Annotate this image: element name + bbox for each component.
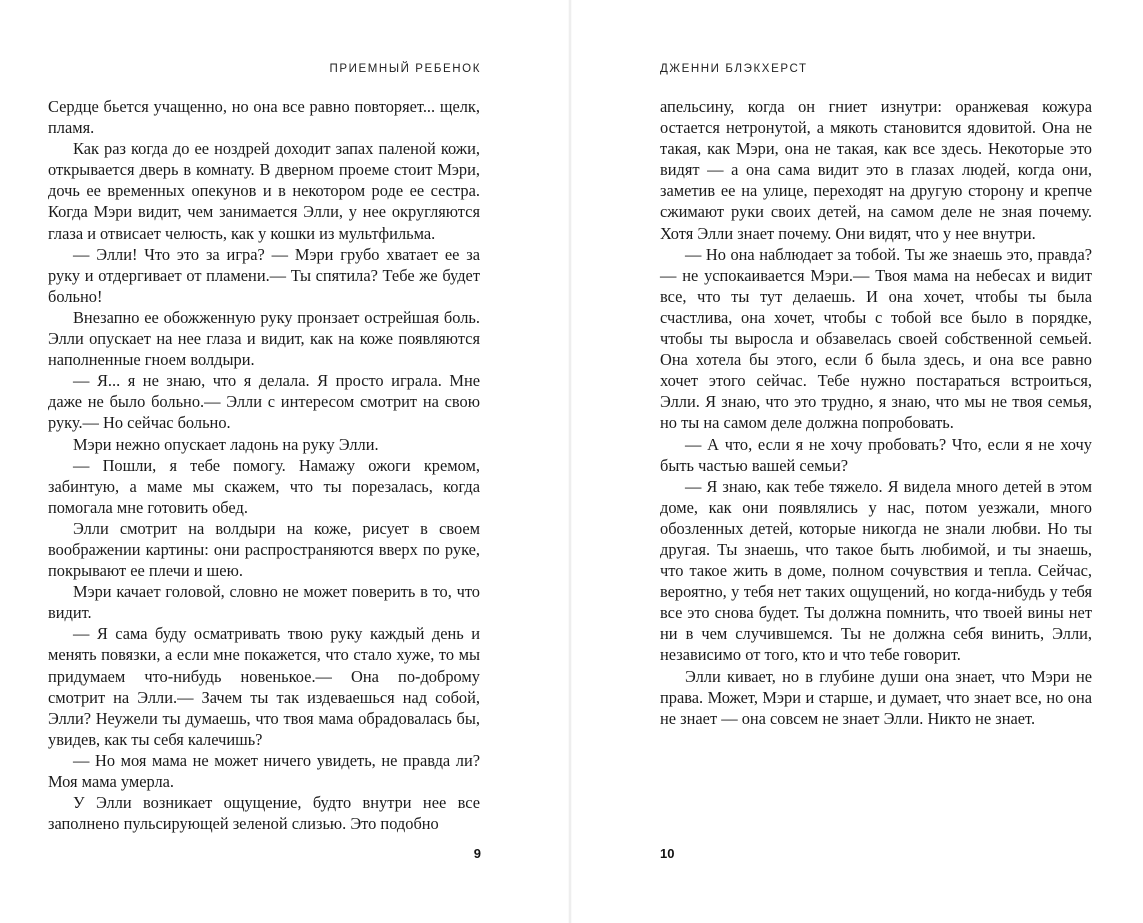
paragraph: — Я... я не знаю, что я делала. Я просто играла. Мне даже не было больно.— Элли с интересом смотрит на свою руку.— Но сейчас больно.: [48, 371, 480, 433]
paragraph: — Но она наблюдает за тобой. Ты же знаешь это, правда? — не успокаивается Мэри.— Твоя мама на небесах и видит все, что ты тут делаешь. И она хочет, чтобы ты была счастлива, она хочет, чтобы с тобой все было в порядке, чтобы ты выросла и обзавелась своей собственной семьей. Она хотела бы этого, если б была здесь, и она все равно хочет этого сейчас. Тебе нужно постараться встроиться, Элли. Я знаю, что это трудно, я знаю, что мы не твоя семья, но ты на самом деле должна попробовать.: [660, 244, 1092, 433]
page-number-left: 9: [473, 846, 481, 861]
left-page-text: [48, 96, 480, 834]
paragraph: Мэри качает головой, словно не может поверить в то, что видит.: [48, 582, 480, 623]
right-page-text: [660, 96, 1092, 729]
left-page: [0, 0, 571, 923]
running-head-right: ДЖЕННИ БЛЭКХЕРСТ: [660, 63, 808, 75]
paragraph: — Пошли, я тебе помогу. Намажу ожоги кремом, забинтую, а маме мы скажем, что ты порезалась, когда помогала мне готовить обед.: [48, 455, 480, 517]
paragraph: апельсину, когда он гниет изнутри: оранжевая кожура остается нетронутой, а мякоть становится ядовитой. Она не такая, как Мэри, она не такая, как все здесь. Некоторые это видят — а она сама видит это в глазах людей, когда они, заметив ее на улице, переходят на другую сторону и крепче сжимают руки своих детей, на самом деле не зная почему. Хотя Элли знает почему. Они видят, что у нее внутри.: [660, 97, 1092, 243]
paragraph: — Но моя мама не может ничего увидеть, не правда ли? Моя мама умерла.: [48, 750, 480, 791]
running-head-left: ПРИЕМНЫЙ РЕБЕНОК: [329, 63, 481, 75]
paragraph: — А что, если я не хочу пробовать? Что, если я не хочу быть частью вашей семьи?: [660, 434, 1092, 475]
paragraph: — Я сама буду осматривать твою руку каждый день и менять повязки, а если мне покажется, что стало хуже, то мы придумаем что-нибудь новенькое.— Она по-доброму смотрит на Элли.— Зачем ты так издеваешься над собой, Элли? Неужели ты думаешь, что твоя мама обрадовалась бы, увидев, как ты себя калечишь?: [48, 624, 480, 749]
paragraph: Элли смотрит на волдыри на коже, рисует в своем воображении картины: они распространяются вверх по руке, покрывают ее плечи и шею.: [48, 518, 480, 581]
page-number-right: 10: [660, 846, 675, 861]
right-page: [571, 0, 1142, 923]
paragraph: Внезапно ее обожженную руку пронзает острейшая боль. Элли опускает на нее глаза и видит, как на коже появляются наполненные гноем волдыри.: [48, 307, 480, 370]
paragraph: Элли кивает, но в глубине души она знает, что Мэри не права. Может, Мэри и старше, и думает, что знает все, но она не знает — она совсем не знает Элли. Никто не знает.: [660, 666, 1092, 728]
paragraph: — Я знаю, как тебе тяжело. Я видела много детей в этом доме, как они появлялись у нас, потом уезжали, много обозленных детей, которые никогда не знали любви. Но ты другая. Ты знаешь, что такое быть любимой, и ты знаешь, что такое жить в доме, полном сочувствия и тепла. Сейчас, вероятно, у тебя нет таких ощущений, но когда-нибудь у тебя все это снова будет. Ты должна помнить, что твоей вины нет ни в чем случившемся. Ты не должна себя винить, Элли, независимо от того, кто и что тебе говорит.: [660, 476, 1092, 665]
paragraph: Мэри нежно опускает ладонь на руку Элли.: [73, 434, 379, 454]
paragraph: У Элли возникает ощущение, будто внутри нее все заполнено пульсирующей зеленой слизью. Это подобно: [48, 793, 480, 834]
paragraph: Как раз когда до ее ноздрей доходит запах паленой кожи, открывается дверь в комнату. В дверном проеме стоит Мэри, дочь ее временных опекунов и в некотором роде ее сестра. Когда Мэри видит, чем занимается Элли, у нее округляются глаза и отвисает челюсть, как у кошки из мультфильма.: [48, 139, 480, 243]
paragraph: Сердце бьется учащенно, но она все равно повторяет... щелк, пламя.: [48, 97, 480, 138]
paragraph: — Элли! Что это за игра? — Мэри грубо хватает ее за руку и отдергивает от пламени.— Ты спятила? Тебе же будет больно!: [48, 244, 480, 306]
